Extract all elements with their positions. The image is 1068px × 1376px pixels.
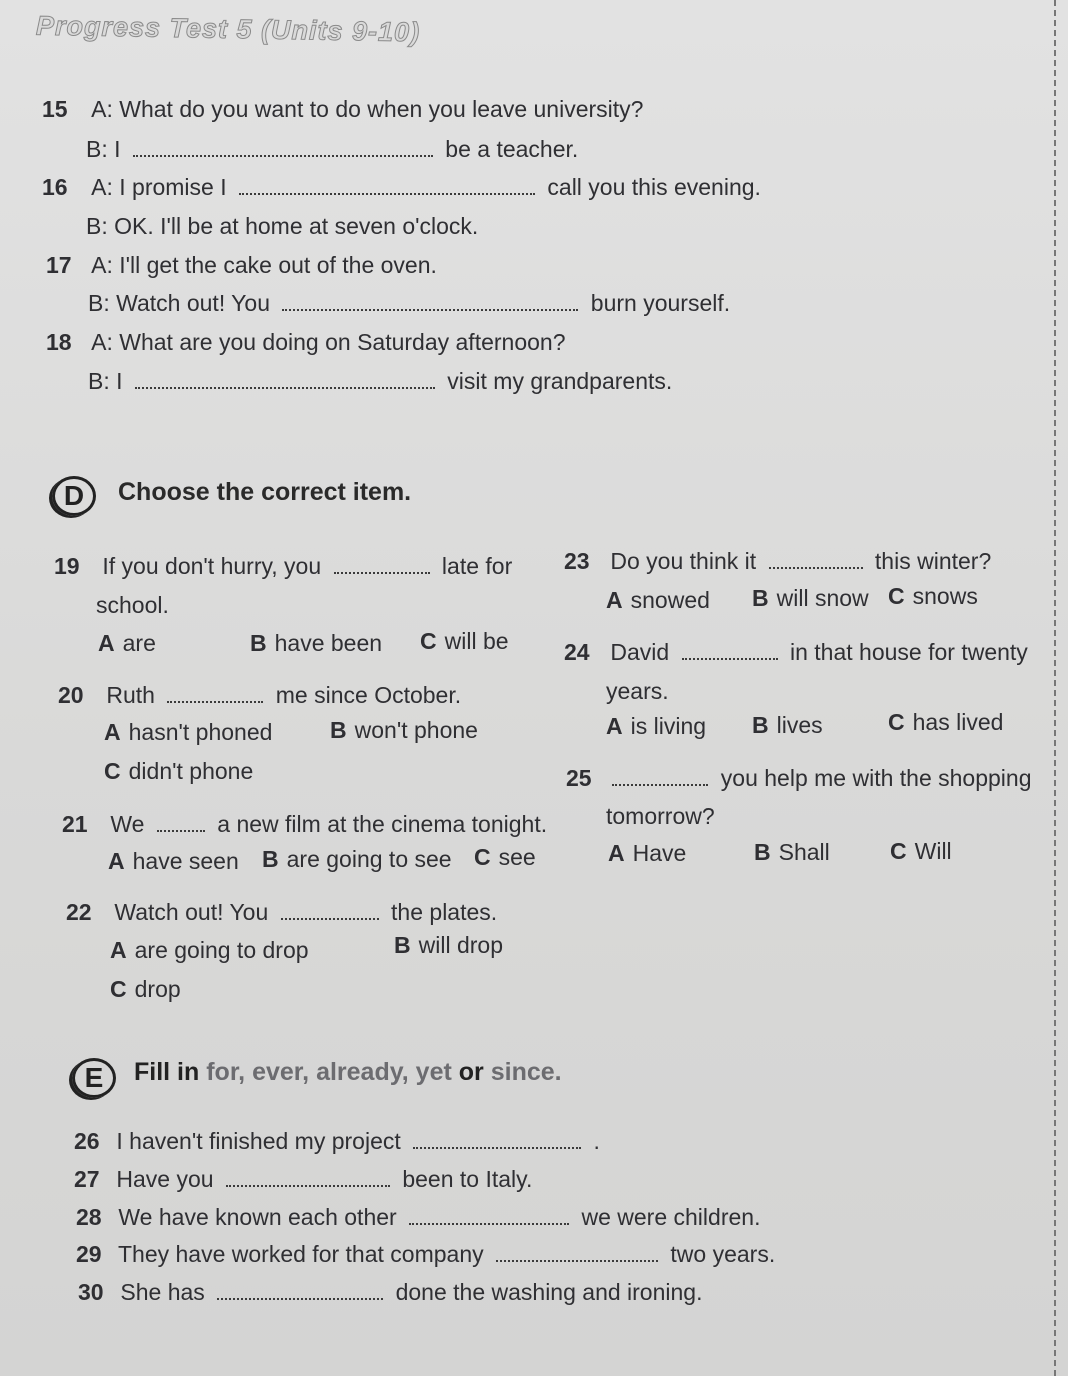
- question-26: 26 I haven't finished my project .: [74, 1128, 600, 1154]
- question-19-line2: school.: [96, 592, 169, 618]
- section-d-badge: D: [52, 476, 96, 516]
- answer-blank-22[interactable]: [281, 917, 379, 920]
- question-23: 23 Do you think it this winter?: [564, 548, 992, 574]
- answer-blank-18[interactable]: [135, 386, 435, 389]
- question-24: 24 David in that house for twenty: [564, 639, 1028, 665]
- question-16-a: 16 A: I promise I call you this evening.: [42, 174, 761, 200]
- answer-blank-30[interactable]: [217, 1297, 383, 1300]
- q25-option-a[interactable]: A Have: [608, 840, 687, 866]
- q20-option-c[interactable]: C didn't phone: [104, 758, 254, 784]
- question-15-a: 15 A: What do you want to do when you leave university?: [42, 96, 644, 122]
- q20-option-b[interactable]: B won't phone: [330, 717, 478, 743]
- q19-option-a[interactable]: A are: [98, 630, 156, 656]
- q24-option-c[interactable]: C has lived: [888, 709, 1004, 735]
- question-20: 20 Ruth me since October.: [58, 682, 462, 708]
- q25-option-b[interactable]: B Shall: [754, 839, 830, 865]
- answer-blank-27[interactable]: [226, 1184, 390, 1187]
- answer-blank-23[interactable]: [769, 566, 863, 569]
- answer-blank-29[interactable]: [496, 1259, 658, 1262]
- q20-option-a[interactable]: A hasn't phoned: [104, 719, 273, 745]
- section-d-heading: Choose the correct item.: [118, 478, 412, 506]
- question-29: 29 They have worked for that company two years.: [76, 1241, 776, 1267]
- answer-blank-20[interactable]: [167, 700, 263, 703]
- question-30: 30 She has done the washing and ironing.: [78, 1279, 703, 1305]
- q24-option-b[interactable]: B lives: [752, 712, 823, 738]
- q22-option-b[interactable]: B will drop: [394, 932, 503, 958]
- perforation-edge: [1054, 0, 1056, 1376]
- q23-option-c[interactable]: C snows: [888, 583, 978, 609]
- answer-blank-25[interactable]: [612, 783, 708, 786]
- question-15-b: B: I be a teacher.: [86, 136, 579, 162]
- answer-blank-15[interactable]: [133, 154, 433, 157]
- section-e-badge: E: [72, 1058, 116, 1098]
- q23-option-b[interactable]: B will snow: [752, 585, 869, 611]
- answer-blank-16[interactable]: [239, 192, 535, 195]
- q19-option-b[interactable]: B have been: [250, 630, 383, 656]
- question-28: 28 We have known each other we were children.: [76, 1204, 761, 1230]
- question-18-b: B: I visit my grandparents.: [88, 368, 673, 394]
- answer-blank-26[interactable]: [413, 1146, 581, 1149]
- question-24-line2: years.: [606, 678, 669, 704]
- question-19: 19 If you don't hurry, you late for: [54, 553, 513, 579]
- q24-option-a[interactable]: A is living: [606, 713, 707, 739]
- answer-blank-21[interactable]: [157, 829, 205, 832]
- question-22: 22 Watch out! You the plates.: [66, 899, 498, 925]
- test-title: Progress Test 5 (Units 9-10): [35, 10, 421, 48]
- question-25: 25 you help me with the shopping: [566, 765, 1032, 791]
- q21-option-b[interactable]: B are going to see: [262, 846, 452, 872]
- question-17-b: B: Watch out! You burn yourself.: [88, 290, 731, 316]
- q22-option-a[interactable]: A are going to drop: [110, 937, 309, 963]
- answer-blank-19[interactable]: [334, 571, 430, 574]
- question-27: 27 Have you been to Italy.: [74, 1166, 533, 1192]
- question-16-b: B: OK. I'll be at home at seven o'clock.: [86, 213, 479, 239]
- question-18-a: 18 A: What are you doing on Saturday afternoon?: [46, 329, 566, 355]
- question-21: 21 We a new film at the cinema tonight.: [62, 811, 548, 837]
- question-17-a: 17 A: I'll get the cake out of the oven.: [46, 252, 437, 278]
- answer-blank-17[interactable]: [282, 308, 578, 311]
- q21-option-a[interactable]: A have seen: [108, 848, 239, 874]
- question-25-line2: tomorrow?: [606, 803, 715, 829]
- answer-blank-24[interactable]: [682, 657, 778, 660]
- q22-option-c[interactable]: C drop: [110, 976, 181, 1002]
- q23-option-a[interactable]: A snowed: [606, 587, 710, 613]
- section-e-heading: Fill in for, ever, already, yet or since.: [134, 1058, 562, 1086]
- answer-blank-28[interactable]: [409, 1222, 569, 1225]
- q19-option-c[interactable]: C will be: [420, 628, 509, 654]
- q21-option-c[interactable]: C see: [474, 844, 536, 870]
- q25-option-c[interactable]: C Will: [890, 838, 952, 864]
